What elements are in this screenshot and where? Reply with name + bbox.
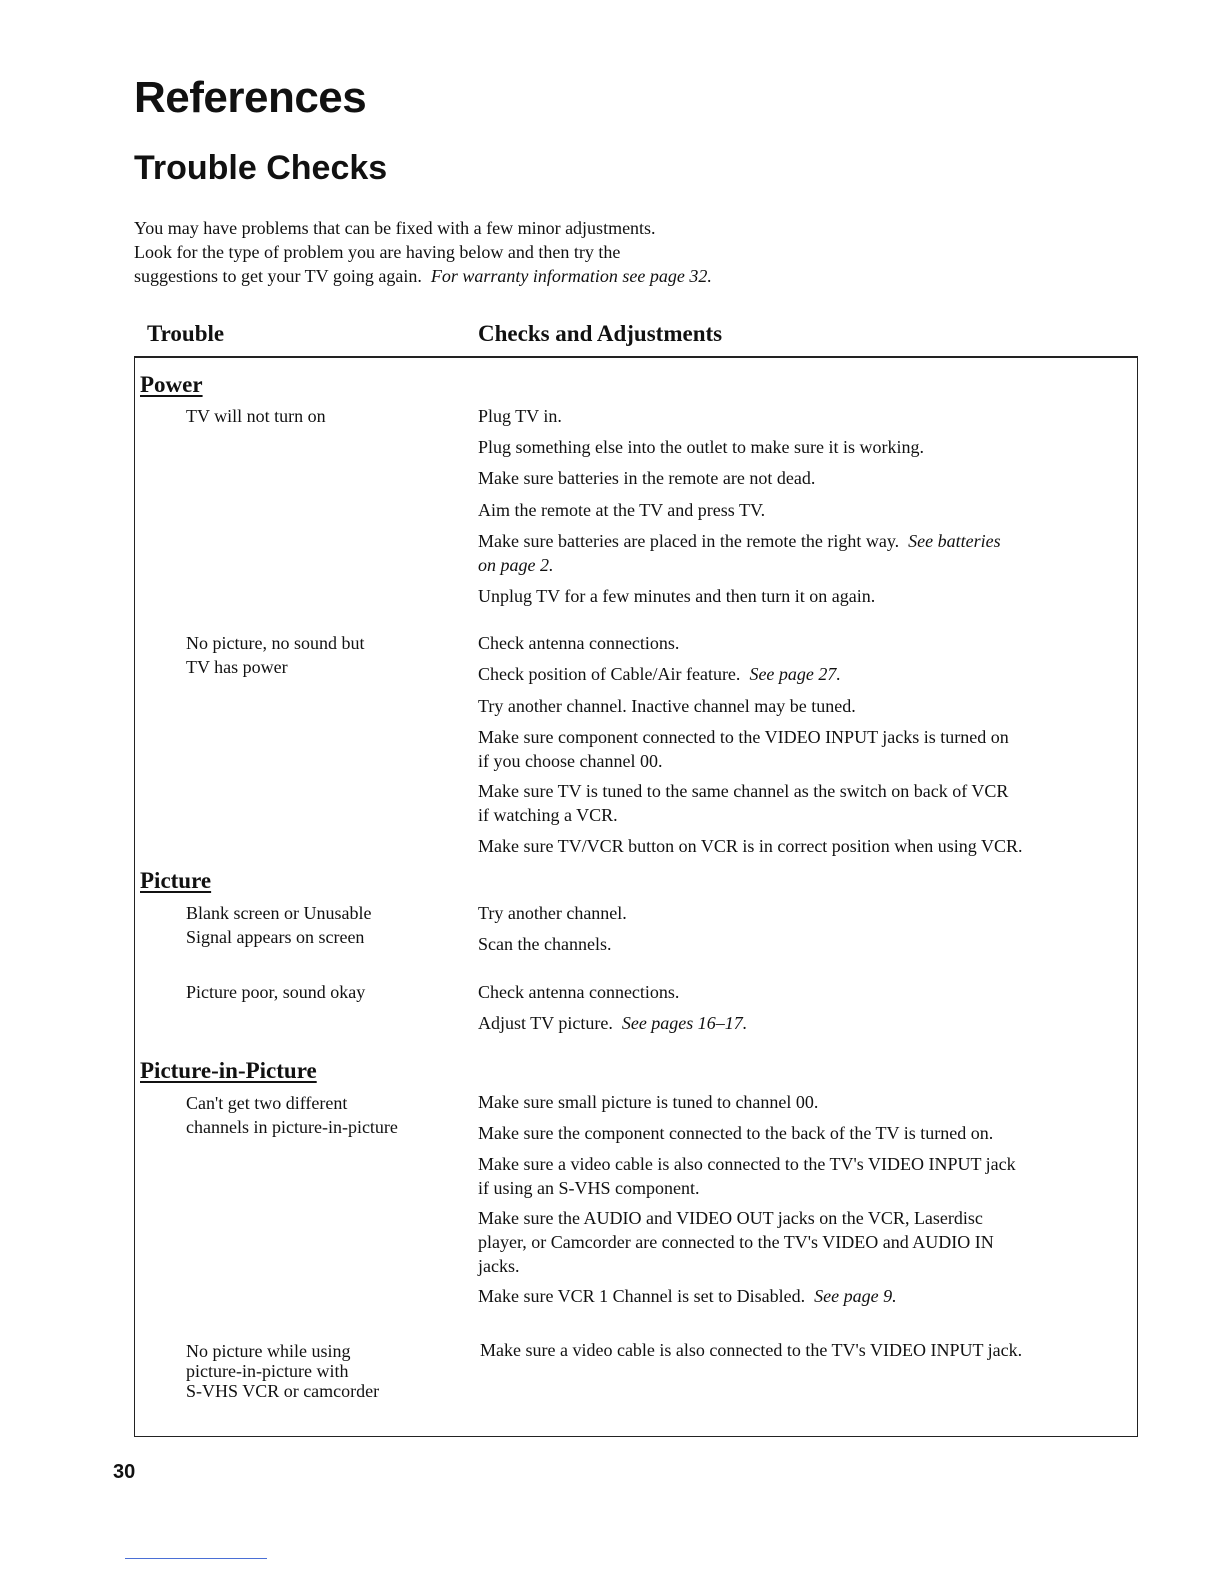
page-reference: See batteries <box>908 531 1001 551</box>
check-text: Make sure batteries are placed in the remote the right way. <box>478 531 900 551</box>
trouble-text: No picture while using <box>186 1341 351 1361</box>
trouble-text: picture-in-picture with <box>186 1361 349 1381</box>
check-item: Make sure small picture is tuned to channel 00. <box>478 1092 819 1112</box>
trouble-item-no-picture-no-sound <box>186 631 466 679</box>
trouble-text: TV has power <box>186 657 288 677</box>
column-header-trouble: Trouble <box>147 321 225 346</box>
trouble-text: channels in picture-in-picture <box>186 1117 398 1137</box>
check-line <box>478 529 1128 553</box>
check-item <box>478 725 1128 773</box>
trouble-text: Blank screen or Unusable <box>186 903 372 923</box>
check-item: Make sure a video cable is also connected to the TV's VIDEO INPUT jack. <box>480 1340 1023 1360</box>
check-item: Aim the remote at the TV and press TV. <box>478 500 766 520</box>
intro-line-1: You may have problems that can be fixed with a few minor adjustments. <box>134 218 656 238</box>
trouble-item-picture-poor <box>186 980 466 1004</box>
trouble-item-pip-svhs <box>186 1341 466 1401</box>
page-reference: See pages 16–17. <box>621 1013 748 1033</box>
check-item: Make sure the component connected to the back of the TV is turned on. <box>478 1123 994 1143</box>
page-reference: See page 27. <box>749 664 841 684</box>
check-item: Unplug TV for a few minutes and then turn it on again. <box>478 586 876 606</box>
check-item: Try another channel. <box>478 903 627 923</box>
trouble-text: S-VHS VCR or camcorder <box>186 1381 380 1401</box>
trouble-item-blank-screen <box>186 901 466 949</box>
page-title: References <box>134 73 367 122</box>
check-item: Try another channel. Inactive channel may be tuned. <box>478 696 856 716</box>
trouble-text: Picture poor, sound okay <box>186 982 366 1002</box>
check-item: Plug TV in. <box>478 406 562 426</box>
section-title-power: Power <box>140 372 203 397</box>
check-line: Make sure component connected to the VIDEO INPUT jacks is turned on <box>478 727 1009 747</box>
intro-line-3-text: suggestions to get your TV going again. <box>134 266 422 286</box>
check-item <box>478 1206 1128 1278</box>
intro-line-3 <box>134 264 894 288</box>
trouble-text: TV will not turn on <box>186 406 326 426</box>
check-item <box>478 779 1128 827</box>
trouble-text: Signal appears on screen <box>186 927 365 947</box>
check-text: Make sure VCR 1 Channel is set to Disabled. <box>478 1286 806 1306</box>
check-item <box>478 529 1128 577</box>
check-item <box>478 1284 1128 1308</box>
section-heading: Trouble Checks <box>134 149 388 187</box>
check-item <box>478 1011 1128 1035</box>
check-item: Check antenna connections. <box>478 633 680 653</box>
page-reference: See page 9. <box>814 1286 897 1306</box>
check-line: if you choose channel 00. <box>478 751 663 771</box>
check-line: jacks. <box>478 1256 520 1276</box>
footer-rule <box>125 1558 267 1559</box>
check-item: Make sure batteries in the remote are not dead. <box>478 468 816 488</box>
page-reference: on page 2. <box>478 555 554 575</box>
page-number: 30 <box>113 1461 136 1483</box>
intro-line-2: Look for the type of problem you are having below and then try the <box>134 242 621 262</box>
trouble-item-pip-channels <box>186 1091 466 1139</box>
check-line: player, or Camcorder are connected to the TV's VIDEO and AUDIO IN <box>478 1232 994 1252</box>
trouble-item-tv-no-power <box>186 404 466 428</box>
trouble-text: No picture, no sound but <box>186 633 365 653</box>
section-title-picture: Picture <box>140 868 212 893</box>
check-line <box>478 553 1128 577</box>
column-header-checks: Checks and Adjustments <box>478 321 723 346</box>
trouble-text: Can't get two different <box>186 1093 348 1113</box>
check-item: Scan the channels. <box>478 934 612 954</box>
check-item <box>478 1152 1128 1200</box>
check-line: Make sure the AUDIO and VIDEO OUT jacks on the VCR, Laserdisc <box>478 1208 983 1228</box>
check-item <box>478 662 1128 686</box>
check-line: if watching a VCR. <box>478 805 618 825</box>
check-line: Make sure TV is tuned to the same channel as the switch on back of VCR <box>478 781 1009 801</box>
check-item: Check antenna connections. <box>478 982 680 1002</box>
section-title-pip: Picture-in-Picture <box>140 1058 317 1083</box>
check-text: Check position of Cable/Air feature. <box>478 664 741 684</box>
intro-paragraph <box>134 216 894 288</box>
check-line: Make sure a video cable is also connected to the TV's VIDEO INPUT jack <box>478 1154 1016 1174</box>
warranty-reference: For warranty information see page 32. <box>430 266 712 286</box>
check-item: Plug something else into the outlet to make sure it is working. <box>478 437 924 457</box>
check-line: if using an S-VHS component. <box>478 1178 700 1198</box>
check-item: Make sure TV/VCR button on VCR is in correct position when using VCR. <box>478 836 1023 856</box>
check-text: Adjust TV picture. <box>478 1013 613 1033</box>
